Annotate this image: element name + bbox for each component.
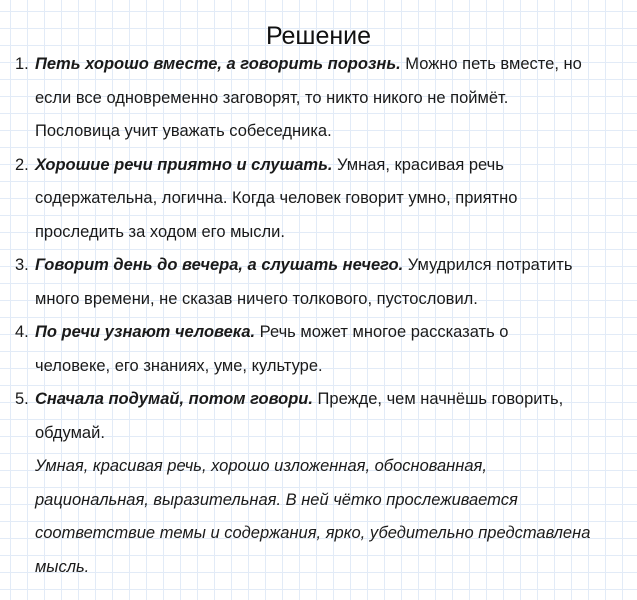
item-first-line <box>35 316 617 350</box>
proverb-heading: Хорошие речи приятно и слушать. <box>35 155 333 174</box>
proverb-heading: Петь хорошо вместе, а говорить порознь. <box>35 55 401 73</box>
item-text-line: если все одновременно заговорят, то никто никого не поймёт. <box>35 88 509 107</box>
summary-note-line: рациональная, выразительная. В ней чётко прослеживается <box>35 490 518 509</box>
item-first-line <box>35 149 617 183</box>
proverb-heading: Говорит день до вечера, а слушать нечего. <box>35 256 404 274</box>
list-item <box>0 383 637 584</box>
list-item <box>0 48 637 149</box>
item-text-line: проследить за ходом его мысли. <box>35 222 285 241</box>
item-text-line: обдумай. <box>35 423 105 442</box>
item-text: Прежде, чем начнёшь говорить, <box>312 390 564 408</box>
list-item <box>0 316 637 383</box>
item-text: Умная, красивая речь <box>332 155 504 174</box>
item-number: 3. <box>15 256 29 274</box>
item-number: 5. <box>15 390 29 408</box>
item-text: Можно петь вместе, но <box>400 55 582 73</box>
summary-note-line: соответствие темы и содержания, ярко, убедительно представлена <box>35 524 591 542</box>
summary-note-line: Умная, красивая речь, хорошо изложенная, обоснованная, <box>35 457 487 475</box>
proverbs-list <box>0 48 637 584</box>
item-first-line <box>35 249 617 283</box>
list-item <box>0 149 637 250</box>
item-number: 2. <box>15 155 29 174</box>
item-text-line: Пословица учит уважать собеседника. <box>35 122 332 140</box>
page-title: Решение <box>265 21 372 50</box>
list-item <box>0 249 637 316</box>
item-first-line <box>35 383 617 417</box>
item-text: Умудрился потратить <box>403 256 573 274</box>
proverb-heading: Сначала подумай, потом говори. <box>35 390 313 408</box>
item-text-line: содержательна, логична. Когда человек говорит умно, приятно <box>35 189 518 207</box>
summary-note-line: мысль. <box>35 557 90 576</box>
item-number: 1. <box>15 55 29 73</box>
item-number: 4. <box>15 323 29 341</box>
item-first-line <box>35 48 617 82</box>
proverb-heading: По речи узнают человека. <box>35 323 256 341</box>
item-text: Речь может многое рассказать о <box>255 323 509 341</box>
item-text-line: человеке, его знаниях, уме, культуре. <box>35 356 323 375</box>
item-text-line: много времени, не сказав ничего толкового, пустословил. <box>35 289 478 308</box>
